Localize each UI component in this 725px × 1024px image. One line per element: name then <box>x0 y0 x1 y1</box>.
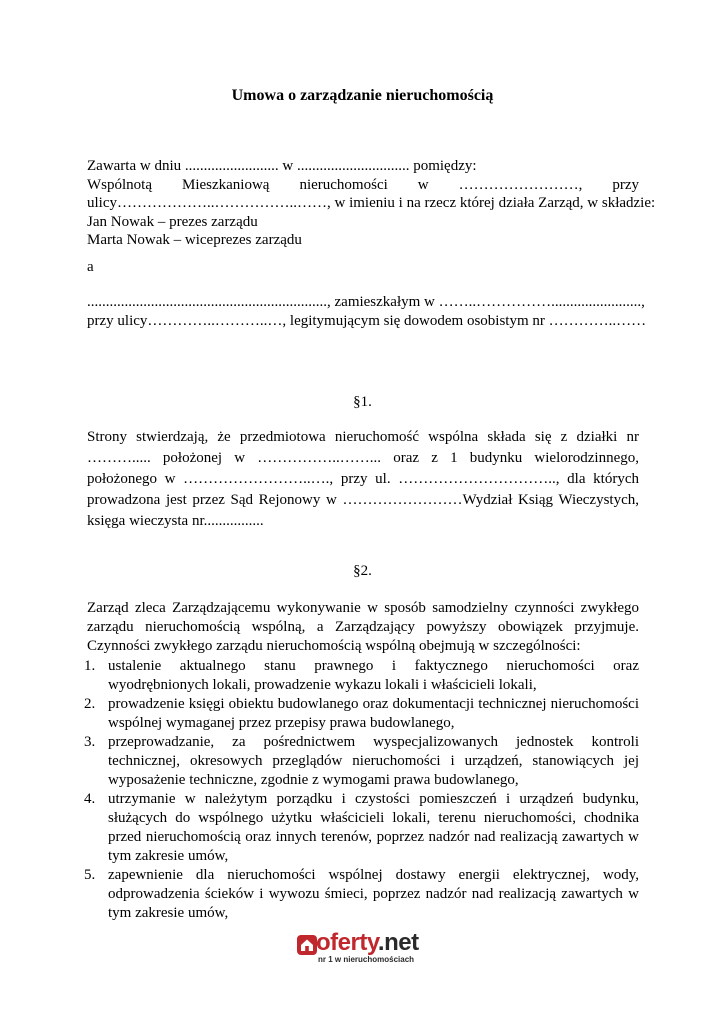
section-1-text: Strony stwierdzają, że przedmiotowa nieruchomość wspólna składa się z działki nr ………..... położonej w ……………..……... oraz z 1 budynku wielorodzinnego, położonego w ……………………..…., przy ul. ………………………….., dla których prowadzona jest przez Sąd Rejonowy w ……………………Wydział Ksiąg Wieczystych, księga wieczysta nr................ <box>87 429 639 529</box>
second-party-line1: ................................................................, zamieszkałym w ……..……………........................, <box>87 294 645 310</box>
list-item-text: przeprowadzanie, za pośrednictwem wyspecjalizowanych jednostek kontroli technicznej, okresowych przeglądów nieruchomości i urządzeń, stanowiących jej wyposażenie techniczne, zgodnie z wymogami prawa budowlanego, <box>108 734 639 788</box>
list-item-text: ustalenie aktualnego stanu prawnego i faktycznego nieruchomości oraz wyodrębnionych lokali, prowadzenie wykazu lokali i właścicieli lokali, <box>108 658 639 693</box>
list-item <box>84 790 639 866</box>
list-item-text: prowadzenie księgi obiektu budowlanego oraz dokumentacji technicznej nieruchomości wspólnej wymaganej przez przepisy prawa budowlanego, <box>108 696 639 731</box>
conjunction-and: a <box>87 259 94 275</box>
list-item-text: utrzymanie w należytym porządku i czystości pomieszczeń i urządzeń budynku, służących do wspólnego użytku właścicieli lokali, terenu nieruchomości, chodnika przed nieruchomością oraz innych terenów, poprzez nadzór nad realizacją zawartych w tym zakresie umów, <box>108 791 639 864</box>
section-1-heading: §1. <box>353 394 372 410</box>
document-title: Umowa o zarządzanie nieruchomością <box>231 87 494 104</box>
list-item-number: 2. <box>84 696 96 712</box>
list-item-text: zapewnienie dla nieruchomości wspólnej dostawy energii elektrycznej, wody, odprowadzenia ścieków i wywozu śmieci, poprzez nadzór nad realizacją zawartych w tym zakresie umów, <box>108 867 639 921</box>
list-item-number: 1. <box>84 658 96 674</box>
logo-brand-black: .net <box>377 929 419 956</box>
section-2-intro: Zarząd zleca Zarządzającemu wykonywanie w sposób samodzielny czynności zwykłego zarządu nieruchomością wspólną, a Zarządzający powyższy obowiązek przyjmuje. Czynności zwykłego zarządu nieruchomością wspólną obejmują w szczególności: <box>87 600 639 654</box>
logo-wordmark <box>316 930 419 956</box>
list-item <box>84 866 639 923</box>
duties-list <box>84 657 639 923</box>
list-item <box>84 733 639 790</box>
list-item <box>84 695 639 733</box>
section-2-heading: §2. <box>353 563 372 579</box>
house-icon <box>296 934 318 956</box>
intro-street-line: ulicy………………..……………..……, w imieniu i na rzecz której działa Zarząd, w składzie: <box>87 195 656 211</box>
logo-brand-red: oferty <box>316 929 378 956</box>
footer-logo <box>296 930 456 966</box>
second-party-block <box>87 293 647 330</box>
board-member-vicepresident: Marta Nowak – wiceprezes zarządu <box>87 232 302 248</box>
list-item-number: 4. <box>84 791 96 807</box>
intro-community-line: Wspólnotą Mieszkaniową nieruchomości w ……………………, przy <box>87 176 639 193</box>
list-item-number: 3. <box>84 734 96 750</box>
board-member-president: Jan Nowak – prezes zarządu <box>87 213 258 230</box>
list-item <box>84 657 639 695</box>
logo-tagline: nr 1 w nieruchomościach <box>318 955 415 964</box>
duties-list-container <box>84 657 639 923</box>
intro-date-line: Zawarta w dniu ......................... w .............................. pomiędzy: <box>87 158 477 174</box>
list-item-number: 5. <box>84 867 96 883</box>
second-party-line2: przy ulicy…………..………..…, legitymującym się dowodem osobistym nr …………..…… <box>87 312 647 329</box>
intro-block <box>87 157 656 250</box>
